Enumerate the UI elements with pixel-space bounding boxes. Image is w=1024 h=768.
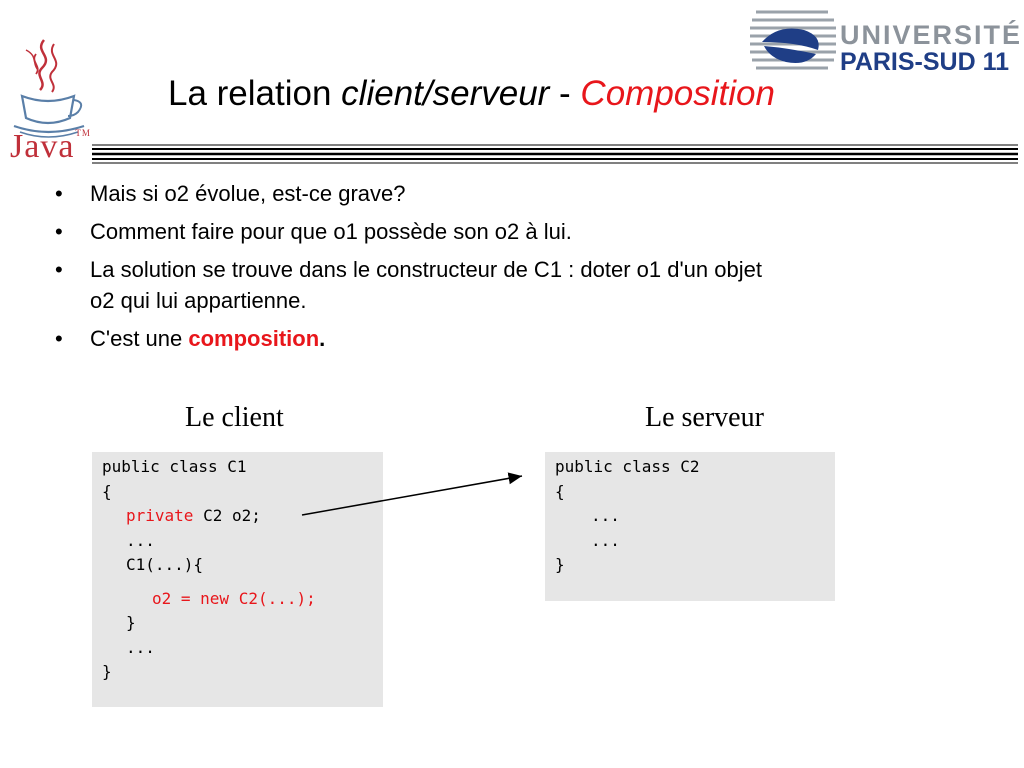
bullet-text: Comment faire pour que o1 possède son o2 à lui. <box>90 219 572 244</box>
bullet-marker: • <box>55 326 63 351</box>
title-highlight: Composition <box>580 74 775 113</box>
code-line: C1(...){ <box>126 555 204 574</box>
client-code-box <box>92 452 383 707</box>
code-line: ... <box>591 531 620 550</box>
title-divider <box>92 143 1018 165</box>
code-line: public class C2 <box>555 457 700 476</box>
composition-keyword: composition <box>188 326 320 351</box>
code-line: { <box>102 482 112 501</box>
java-wordmark-text: Java <box>10 128 75 165</box>
bullet-item <box>52 254 972 316</box>
code-line: } <box>126 613 136 632</box>
code-line: ... <box>591 506 620 525</box>
bullet-marker: • <box>55 181 63 206</box>
bullet-text: C'est une <box>90 326 189 351</box>
university-name-line1: UNIVERSITÉ <box>840 20 1023 50</box>
university-emblem-icon <box>748 2 838 78</box>
title-separator: - <box>549 74 581 113</box>
constructor-assignment: o2 = new C2(...); <box>152 589 316 608</box>
client-label: Le client <box>185 402 284 433</box>
bullet-marker: • <box>55 219 63 244</box>
bullet-marker: • <box>55 257 63 282</box>
code-line: ... <box>126 638 155 657</box>
title-text-1: La relation <box>168 74 342 113</box>
code-line: { <box>555 482 565 501</box>
field-declaration: C2 o2; <box>193 506 261 525</box>
bullet-item <box>52 178 972 209</box>
title-text-italic: client/serveur <box>341 74 550 113</box>
private-keyword: private <box>126 506 194 525</box>
code-line: } <box>555 555 565 574</box>
code-line: public class C1 <box>102 457 247 476</box>
slide-title <box>168 74 775 114</box>
bullet-item <box>52 323 972 354</box>
bullet-text-continued: o2 qui lui appartienne. <box>90 288 307 313</box>
code-line: ... <box>126 531 155 550</box>
code-line: } <box>102 662 112 681</box>
java-wordmark <box>10 128 91 166</box>
bullet-text: Mais si o2 évolue, est-ce grave? <box>90 181 406 206</box>
bullet-text: La solution se trouve dans le constructeur de C1 : doter o1 d'un objet <box>90 257 762 282</box>
bullet-period: . <box>319 326 326 351</box>
bullet-list <box>52 178 972 361</box>
university-name-line2: PARIS-SUD 11 <box>840 48 1010 76</box>
bullet-item <box>52 216 972 247</box>
trademark-symbol: TM <box>75 128 91 138</box>
university-logo <box>748 2 1023 78</box>
server-code-box <box>545 452 835 601</box>
code-line <box>126 506 261 526</box>
server-label: Le serveur <box>645 402 764 433</box>
